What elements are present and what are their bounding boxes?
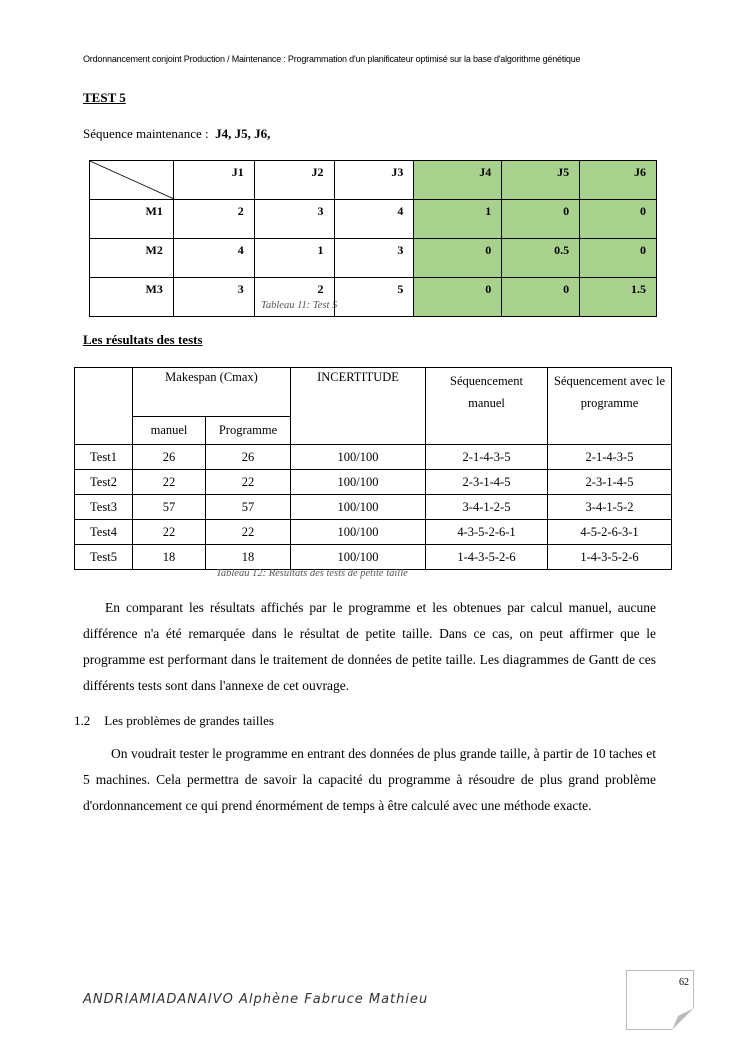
cell: 1.5 xyxy=(580,278,657,317)
cell: 100/100 xyxy=(291,495,426,520)
cell: 26 xyxy=(133,445,206,470)
cell: 2-3-1-4-5 xyxy=(548,470,672,495)
cell: 0 xyxy=(502,200,580,239)
sequence-value: J4, J5, J6, xyxy=(215,126,271,141)
col-header: J2 xyxy=(254,161,334,200)
cell: 1-4-3-5-2-6 xyxy=(426,545,548,570)
cell: 1-4-3-5-2-6 xyxy=(548,545,672,570)
cell: 0 xyxy=(414,239,502,278)
cell: 0 xyxy=(580,200,657,239)
table-row xyxy=(75,495,672,520)
col-header: J1 xyxy=(173,161,254,200)
diagonal-corner-cell xyxy=(90,161,174,200)
results-table xyxy=(74,367,672,570)
cell: 3 xyxy=(173,278,254,317)
test5-table xyxy=(89,160,657,317)
author-footer: ANDRIAMIADANAIVO Alphène Fabruce Mathieu xyxy=(83,992,429,1007)
cell: 100/100 xyxy=(291,520,426,545)
row-label: M1 xyxy=(90,200,174,239)
cell: 4-3-5-2-6-1 xyxy=(426,520,548,545)
cell: 5 xyxy=(334,278,414,317)
cell: 3-4-1-2-5 xyxy=(426,495,548,520)
col-header: J3 xyxy=(334,161,414,200)
cell: 2-1-4-3-5 xyxy=(426,445,548,470)
cell: 100/100 xyxy=(291,545,426,570)
cell: 0 xyxy=(502,278,580,317)
row-label: Test2 xyxy=(75,470,133,495)
cell: 22 xyxy=(133,470,206,495)
cell: 0 xyxy=(414,278,502,317)
row-label: Test1 xyxy=(75,445,133,470)
col-header: J6 xyxy=(580,161,657,200)
programme-header: Programme xyxy=(206,417,291,445)
table-row xyxy=(75,470,672,495)
table-row xyxy=(90,239,657,278)
table-header-row xyxy=(90,161,657,200)
table-caption: Tableau 11: Test 5 xyxy=(261,300,338,311)
makespan-header: Makespan (Cmax) xyxy=(133,368,291,417)
empty-corner-cell xyxy=(75,368,133,445)
table-row xyxy=(90,200,657,239)
incertitude-header: INCERTITUDE xyxy=(291,368,426,445)
paragraph: En comparant les résultats affichés par le programme et les obtenues par calcul manuel, aucune différence n'a été remarquée dans le résultat de petite taille. Dans ce cas, on peut affirmer que le programme est performant dans le traitement de données de petite taille. Les diagrammes de Gantt de ces différents tests sont dans l'annexe de cet ouvrage. xyxy=(83,600,656,693)
cell: 1 xyxy=(414,200,502,239)
section-heading xyxy=(74,713,274,729)
cell: 100/100 xyxy=(291,445,426,470)
page-curl-icon xyxy=(672,1008,694,1030)
table-caption: Tableau 12: Résultats des tests de petite taille xyxy=(216,568,408,579)
col-header: J5 xyxy=(502,161,580,200)
cell: 22 xyxy=(206,520,291,545)
results-title: Les résultats des tests xyxy=(83,332,203,347)
cell: 100/100 xyxy=(291,470,426,495)
page-number: 62 xyxy=(679,977,689,988)
cell: 18 xyxy=(206,545,291,570)
cell: 4-5-2-6-3-1 xyxy=(548,520,672,545)
section-number: 1.2 xyxy=(74,713,91,728)
row-label: M2 xyxy=(90,239,174,278)
cell: 0.5 xyxy=(502,239,580,278)
cell: 3 xyxy=(334,239,414,278)
cell: 3-4-1-5-2 xyxy=(548,495,672,520)
manuel-header: manuel xyxy=(133,417,206,445)
table-row xyxy=(75,520,672,545)
cell: 3 xyxy=(254,200,334,239)
row-label: M3 xyxy=(90,278,174,317)
cell: 0 xyxy=(580,239,657,278)
cell: 4 xyxy=(173,239,254,278)
cell: 2-3-1-4-5 xyxy=(426,470,548,495)
sequence-line xyxy=(83,126,270,142)
cell: 2 xyxy=(254,278,334,317)
cell: 18 xyxy=(133,545,206,570)
cell: 22 xyxy=(133,520,206,545)
seq-prog-header: Séquencement avec le programme xyxy=(548,368,672,445)
page-number-box xyxy=(626,970,694,1030)
cell: 2-1-4-3-5 xyxy=(548,445,672,470)
test-title: TEST 5 xyxy=(83,90,126,105)
running-header: Ordonnancement conjoint Production / Maintenance : Programmation d'un planificateur optimisé sur la base d'algorithme génétique xyxy=(83,54,581,64)
table-header-row xyxy=(75,368,672,417)
cell: 26 xyxy=(206,445,291,470)
row-label: Test4 xyxy=(75,520,133,545)
cell: 57 xyxy=(206,495,291,520)
cell: 57 xyxy=(133,495,206,520)
sequence-label: Séquence maintenance : xyxy=(83,126,209,141)
paragraph: On voudrait tester le programme en entrant des données de plus grande taille, à partir de 10 taches et 5 machines. Cela permettra de savoir la capacité du programme à résoudre de plus grand problème d'ordonnancement ce qui prend énormément de temps à être calculé avec une méthode exacte. xyxy=(83,746,656,813)
col-header: J4 xyxy=(414,161,502,200)
cell: 22 xyxy=(206,470,291,495)
row-label: Test5 xyxy=(75,545,133,570)
section-title: Les problèmes de grandes tailles xyxy=(104,713,274,728)
table-row xyxy=(75,445,672,470)
cell: 1 xyxy=(254,239,334,278)
seq-manuel-header: Séquencement manuel xyxy=(426,368,548,445)
table-row xyxy=(75,545,672,570)
row-label: Test3 xyxy=(75,495,133,520)
table-row xyxy=(90,278,657,317)
cell: 4 xyxy=(334,200,414,239)
cell: 2 xyxy=(173,200,254,239)
